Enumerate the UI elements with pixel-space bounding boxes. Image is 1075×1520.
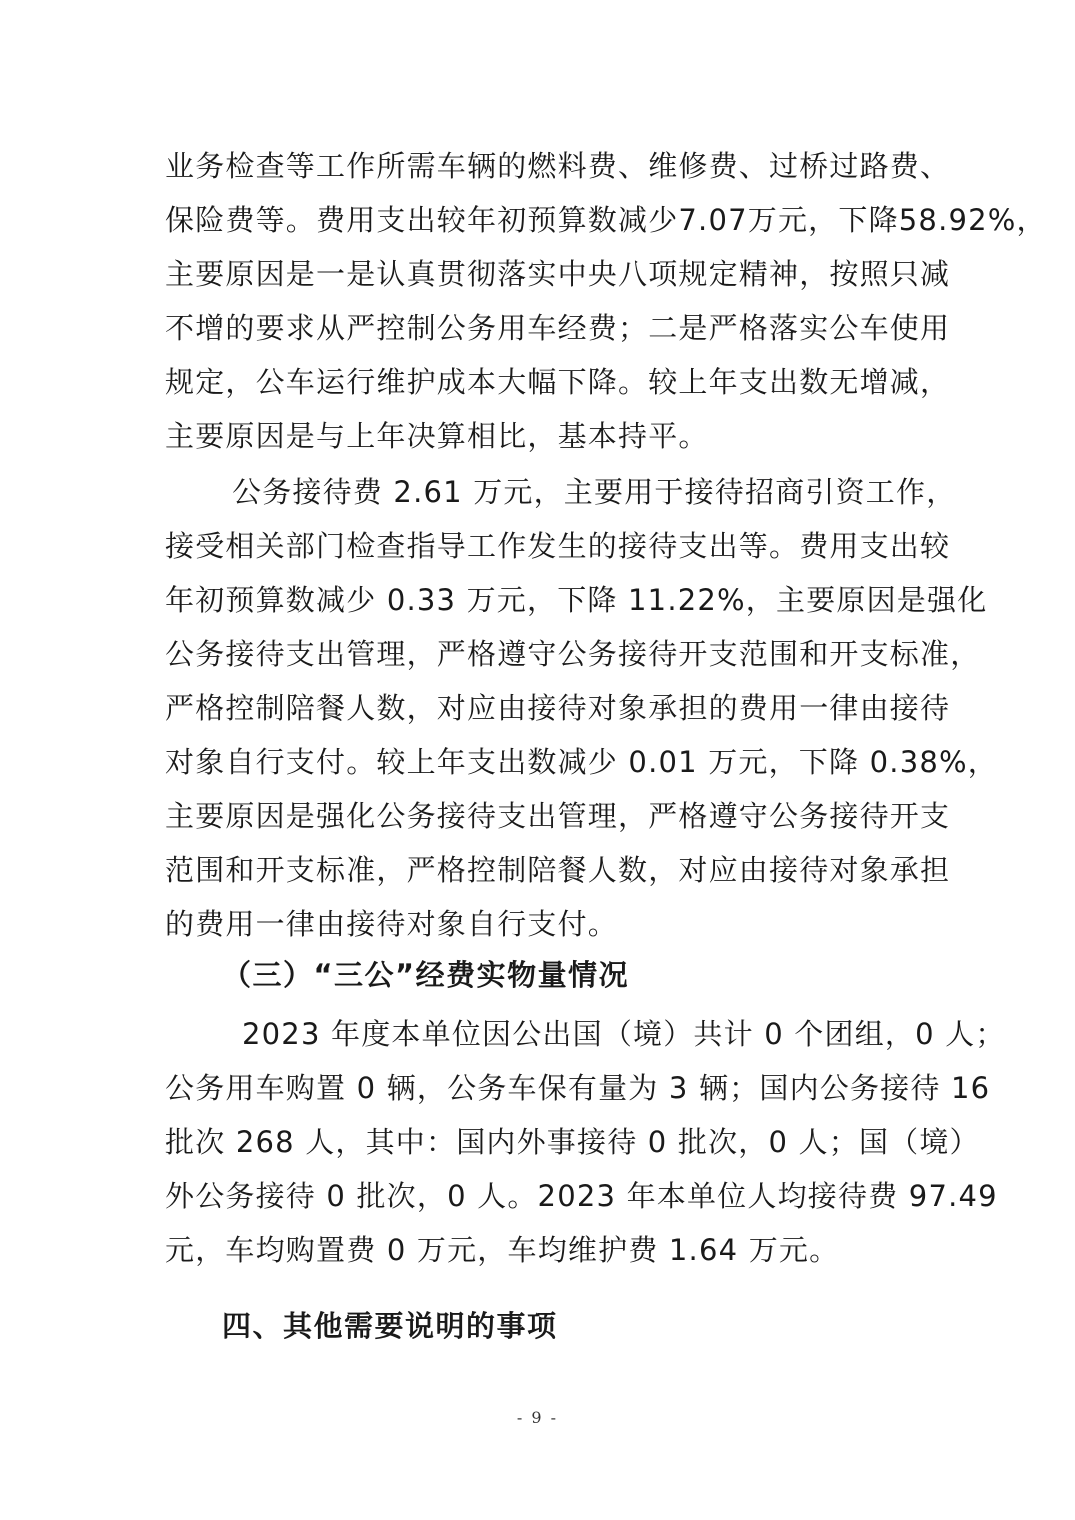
paragraph-line: 年初预算数减少 0.33 万元，下降 11.22%，主要原因是强化 — [165, 583, 988, 617]
paragraph-line: 主要原因是与上年决算相比，基本持平。 — [165, 419, 709, 453]
paragraph-line: 业务检查等工作所需车辆的燃料费、维修费、过桥过路费、 — [165, 149, 951, 183]
paragraph-line: 对象自行支付。较上年支出数减少 0.01 万元，下降 0.38%， — [165, 745, 998, 779]
paragraph-line: 公务接待支出管理，严格遵守公务接待开支范围和开支标准， — [165, 637, 981, 671]
paragraph-line: 公务接待费 2.61 万元，主要用于接待招商引资工作， — [232, 475, 957, 509]
paragraph-line: 规定，公车运行维护成本大幅下降。较上年支出数无增减， — [165, 365, 951, 399]
paragraph-line: 主要原因是强化公务接待支出管理，严格遵守公务接待开支 — [165, 799, 951, 833]
paragraph-line: 不增的要求从严控制公务用车经费；二是严格落实公车使用 — [165, 311, 951, 345]
paragraph-line: 范围和开支标准，严格控制陪餐人数，对应由接待对象承担 — [165, 853, 951, 887]
paragraph-line: 主要原因是一是认真贯彻落实中央八项规定精神，按照只减 — [165, 257, 951, 291]
paragraph-line: 公务用车购置 0 辆，公务车保有量为 3 辆；国内公务接待 16 — [165, 1071, 991, 1105]
paragraph-line: 保险费等。费用支出较年初预算数减少7.07万元，下降58.92%， — [165, 203, 1047, 237]
paragraph-line: 2023 年度本单位因公出国（境）共计 0 个团组，0 人； — [242, 1017, 1006, 1051]
paragraph-line: 严格控制陪餐人数，对应由接待对象承担的费用一律由接待 — [165, 691, 951, 725]
section-subheading: （三）“三公”经费实物量情况 — [222, 958, 630, 992]
paragraph-line: 接受相关部门检查指导工作发生的接待支出等。费用支出较 — [165, 529, 951, 563]
paragraph-line: 的费用一律由接待对象自行支付。 — [165, 907, 619, 941]
paragraph-line: 外公务接待 0 批次，0 人。2023 年本单位人均接待费 97.49 — [165, 1179, 998, 1213]
page-number: - 9 - — [516, 1408, 559, 1427]
paragraph-line: 元，车均购置费 0 万元，车均维护费 1.64 万元。 — [165, 1233, 840, 1267]
paragraph-line: 批次 268 人，其中：国内外事接待 0 批次，0 人；国（境） — [165, 1125, 980, 1159]
section-heading: 四、其他需要说明的事项 — [222, 1309, 558, 1343]
